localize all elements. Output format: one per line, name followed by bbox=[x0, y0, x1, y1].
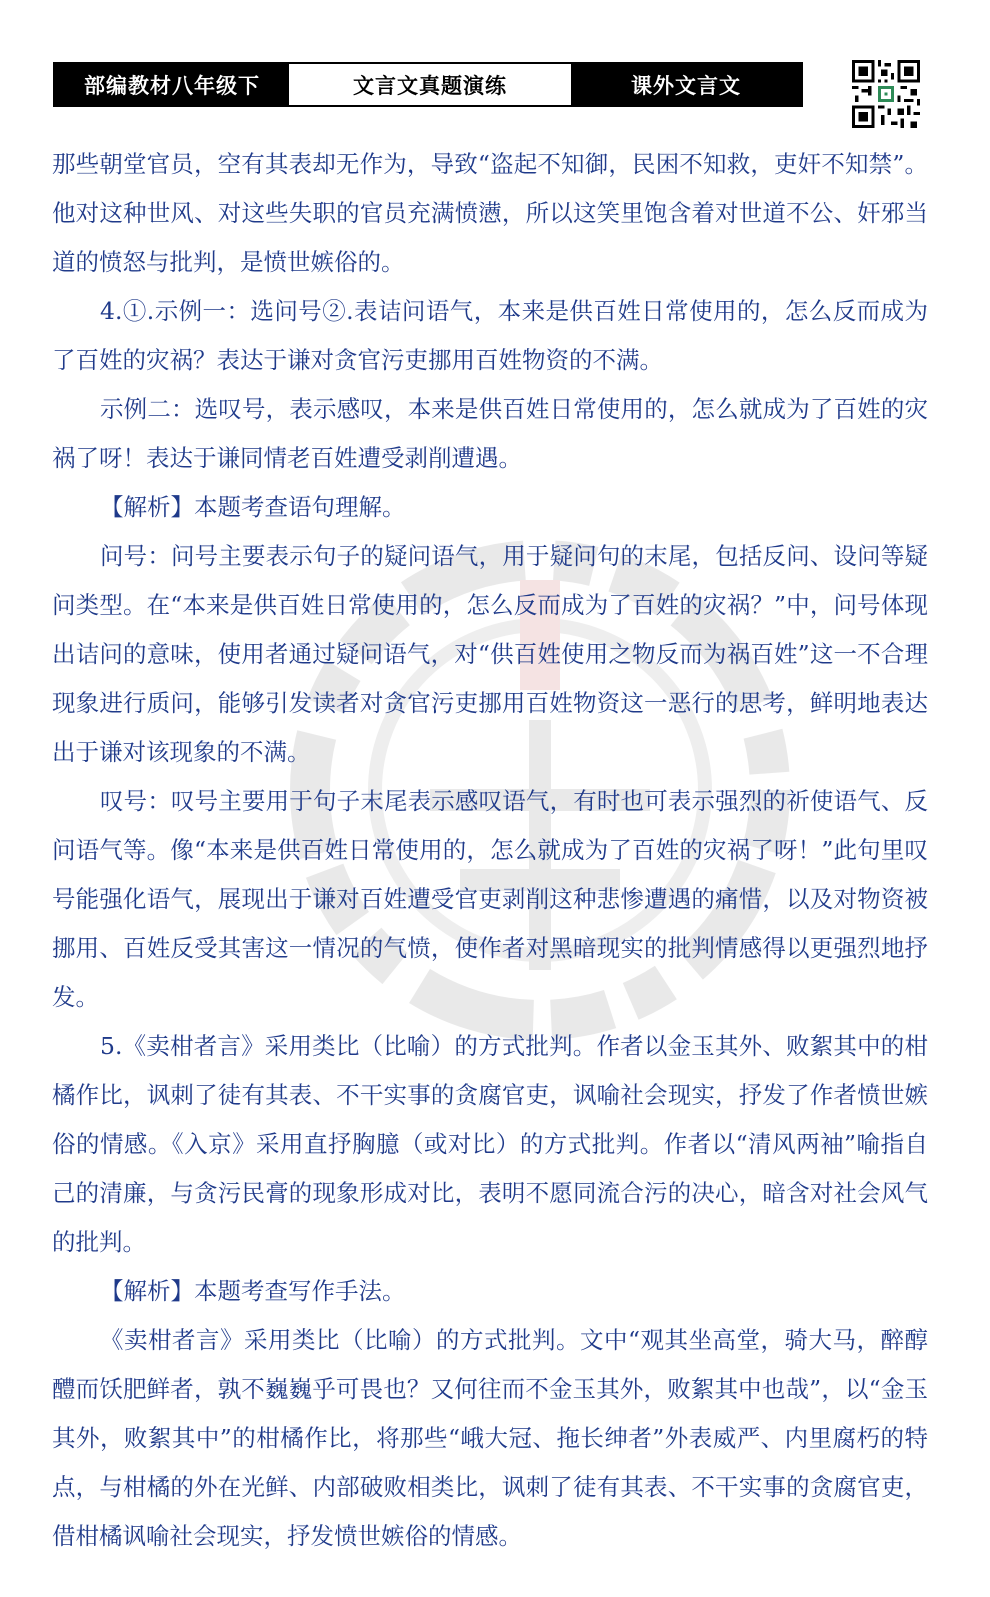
header-category-label: 课外文言文 bbox=[571, 64, 801, 105]
paragraph-3: 示例二：选叹号，表示感叹，本来是供百姓日常使用的，怎么就成为了百姓的灾祸了呀！表达于谦同情老百姓遭受剥削遭遇。 bbox=[52, 395, 928, 472]
paragraph-5: 问号：问号主要表示句子的疑问语气，用于疑问句的末尾，包括反问、设问等疑问类型。在“本来是供百姓日常使用的，怎么反而成为了百姓的灾祸？”中，问号体现出诘问的意味，使用者通过疑问语气，对“供百姓使用之物反而为祸百姓”这一不合理现象进行质问，能够引发读者对贪官污吏挪用百姓物资这一恶行的思考，鲜明地表达出于谦对该现象的不满。 bbox=[52, 542, 928, 766]
paragraph-7: 5.《卖柑者言》采用类比（比喻）的方式批判。作者以金玉其外、败絮其中的柑橘作比，讽刺了徒有其表、不干实事的贪腐官吏，讽喻社会现实，抒发了作者愤世嫉俗的情感。《入京》采用直抒胸臆（或对比）的方式批判。作者以“清风两袖”喻指自己的清廉，与贪污民膏的现象形成对比，表明不愿同流合污的决心，暗含对社会风气的批判。 bbox=[52, 1032, 928, 1256]
paragraph-9: 《卖柑者言》采用类比（比喻）的方式批判。文中“观其坐高堂，骑大马，醉醇醴而饫肥鲜者，孰不巍巍乎可畏也？又何往而不金玉其外，败絮其中也哉”，以“金玉其外，败絮其中”的柑橘作比，将那些“峨大冠、拖长绅者”外表威严、内里腐朽的特点，与柑橘的外在光鲜、内部破败相类比，讽刺了徒有其表、不干实事的贪腐官吏，借柑橘讽喻社会现实，抒发愤世嫉俗的情感。 bbox=[52, 1326, 928, 1550]
paragraph-8: 【解析】本题考查写作手法。 bbox=[100, 1277, 406, 1305]
paragraph-1: 那些朝堂官员，空有其表却无作为，导致“盗起不知御，民困不知救，吏奸不知禁”。他对这种世风、对这些失职的官员充满愤懑，所以这笑里饱含着对世道不公、奸邪当道的愤怒与批判，是愤世嫉俗的。 bbox=[52, 150, 928, 276]
page-header bbox=[53, 62, 803, 107]
qr-code-icon bbox=[852, 60, 920, 128]
paragraph-2: 4.①.示例一：选问号②.表诘问语气，本来是供百姓日常使用的，怎么反而成为了百姓的灾祸？表达于谦对贪官污吏挪用百姓物资的不满。 bbox=[52, 297, 928, 374]
header-grade-label: 部编教材八年级下 bbox=[55, 64, 289, 105]
paragraph-6: 叹号：叹号主要用于句子末尾表示感叹语气，有时也可表示强烈的祈使语气、反问语气等。像“本来是供百姓日常使用的，怎么就成为了百姓的灾祸了呀！”此句里叹号能强化语气，展现出于谦对百姓遭受官吏剥削这种悲惨遭遇的痛惜，以及对物资被挪用、百姓反受其害这一情况的气愤，使作者对黑暗现实的批判情感得以更强烈地抒发。 bbox=[52, 787, 928, 1011]
header-title: 文言文真题演练 bbox=[289, 64, 571, 105]
answer-content bbox=[52, 140, 928, 1561]
paragraph-4: 【解析】本题考查语句理解。 bbox=[100, 493, 406, 521]
